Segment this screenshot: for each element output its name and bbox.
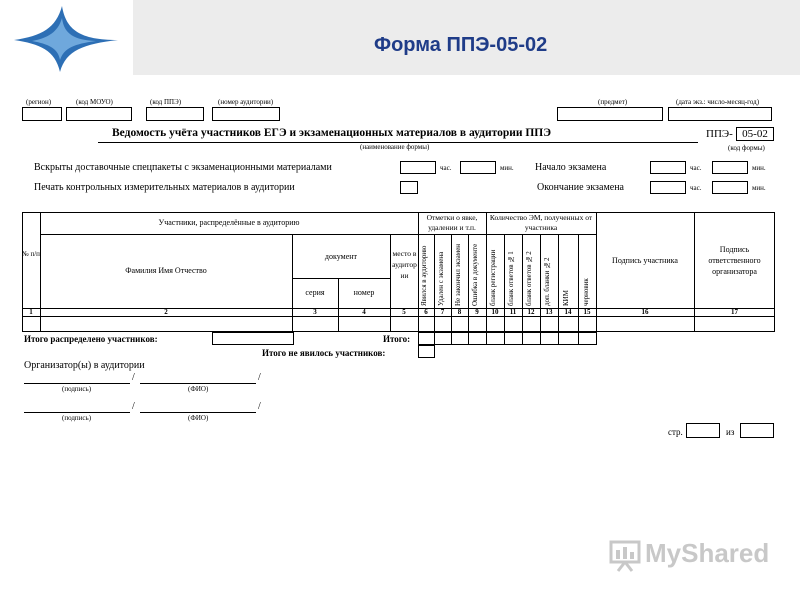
grid-line <box>468 234 469 332</box>
moyo-caption: (код МОУО) <box>76 98 113 106</box>
organizer2-fio-caption: (ФИО) <box>188 414 209 422</box>
organizer1-fio-caption: (ФИО) <box>188 385 209 393</box>
col-number: 8 <box>457 308 462 316</box>
organizer1-fio-line[interactable] <box>140 383 256 384</box>
total-cell[interactable] <box>418 332 435 345</box>
vertical-header: Ошибка в документе <box>471 243 479 306</box>
organizer1-slash1: / <box>132 372 135 383</box>
region-caption: (регион) <box>26 98 52 106</box>
vertical-header: Явился в аудиторию <box>420 245 428 306</box>
vertical-header: черновик <box>582 278 590 306</box>
start-minutes-unit: мин. <box>752 164 766 172</box>
organizer2-slash1: / <box>132 401 135 412</box>
col-number: 15 <box>583 308 591 316</box>
total-label: Итого: <box>383 334 411 344</box>
vertical-header: доп. бланки №2 <box>543 257 551 306</box>
organizer2-signature-line[interactable] <box>24 412 130 413</box>
total-distributed-field[interactable] <box>212 332 294 345</box>
grid-line <box>40 234 418 235</box>
logo <box>0 0 133 75</box>
total-cell[interactable] <box>504 332 523 345</box>
opened-hours-unit: час. <box>440 164 452 172</box>
presentation-icon <box>608 538 642 572</box>
form-code-prefix: ППЭ- <box>706 128 733 140</box>
col-number: 16 <box>641 308 649 316</box>
grid-line <box>451 234 452 332</box>
end-minutes-field[interactable] <box>712 181 748 194</box>
opened-minutes-field[interactable] <box>460 161 496 174</box>
vertical-header: бланк ответов №2 <box>525 251 533 306</box>
place-header: место в аудитории <box>392 249 417 280</box>
organizers-label: Организатор(ы) в аудитории <box>24 360 145 371</box>
col-number: 4 <box>362 308 366 316</box>
of-label: из <box>726 427 735 437</box>
vertical-header: Удален с экзамена <box>437 251 445 306</box>
subject-caption: (предмет) <box>598 98 628 106</box>
grid-line <box>22 316 775 317</box>
total-absent-label: Итого не явилось участников: <box>262 348 386 358</box>
col-number: 6 <box>424 308 428 316</box>
grid-line <box>434 234 435 332</box>
form-code-caption: (код формы) <box>728 144 765 152</box>
auditorium-caption: (номер аудитории) <box>218 98 274 106</box>
start-hours-field[interactable] <box>650 161 686 174</box>
vertical-header: Не закончил экзамен <box>454 243 462 306</box>
grid-line <box>578 234 579 332</box>
organizer2-signature-caption: (подпись) <box>62 414 92 422</box>
page-field[interactable] <box>686 423 720 438</box>
start-minutes-field[interactable] <box>712 161 748 174</box>
form-title: Ведомость учёта участников ЕГЭ и экзаменационных материалов в аудитории ППЭ <box>112 127 552 139</box>
ppe-field[interactable] <box>146 107 204 121</box>
vertical-header: КИМ <box>562 290 570 306</box>
total-cell[interactable] <box>451 332 469 345</box>
watermark-text: MyShared <box>645 538 770 568</box>
region-field[interactable] <box>22 107 62 121</box>
slide-title: Форма ППЭ-05-02 <box>374 34 548 56</box>
subject-field[interactable] <box>557 107 663 121</box>
ppe-caption: (код ППЭ) <box>150 98 182 106</box>
col-number: 17 <box>731 308 738 316</box>
form-code-box: 05-02 <box>736 127 774 141</box>
organizer1-signature-caption: (подпись) <box>62 385 92 393</box>
total-cell[interactable] <box>486 332 505 345</box>
col-number: 5 <box>402 308 406 316</box>
series-header: серия <box>305 288 325 297</box>
grid-line <box>292 278 390 279</box>
grid-line <box>338 278 339 332</box>
grid-line <box>522 234 523 332</box>
participants-header: Участники, распределённые в аудиторию <box>158 218 300 227</box>
form-name-caption: (наименование формы) <box>360 143 430 151</box>
fio-header: Фамилия Имя Отчество <box>125 266 207 275</box>
col-number: 14 <box>564 308 572 316</box>
auditorium-field[interactable] <box>212 107 280 121</box>
signature-participant-header: Подпись участника <box>612 256 678 265</box>
organizer2-fio-line[interactable] <box>140 412 256 413</box>
opened-hours-field[interactable] <box>400 161 436 174</box>
col-number: 7 <box>440 308 445 316</box>
total-distributed-label: Итого распределено участников: <box>24 334 158 344</box>
end-label: Окончание экзамена <box>537 182 624 193</box>
exam-date-field[interactable] <box>668 107 772 121</box>
col-number: 9 <box>475 308 479 316</box>
total-cell[interactable] <box>558 332 579 345</box>
total-cell[interactable] <box>468 332 487 345</box>
marks-header: Отметки о явке, удалении и т.п. <box>426 213 478 232</box>
end-minutes-unit: мин. <box>752 184 766 192</box>
em-header: Количество ЭМ, полученных от участника <box>489 213 593 232</box>
col-number: 11 <box>509 308 517 316</box>
col-number: 2 <box>164 308 168 316</box>
vertical-header: бланк ответов №1 <box>507 251 515 306</box>
start-hours-unit: час. <box>690 164 702 172</box>
start-label: Начало экзамена <box>535 162 607 173</box>
total-absent-field[interactable] <box>418 345 435 358</box>
opened-minutes-unit: мин. <box>500 164 514 172</box>
organizer2-slash2: / <box>258 401 261 412</box>
end-hours-field[interactable] <box>650 181 686 194</box>
grid-line <box>292 234 293 332</box>
number-header: номер <box>353 288 375 297</box>
col-number: 3 <box>313 308 317 316</box>
col-number: 12 <box>527 308 535 316</box>
printed-label: Печать контрольных измерительных материалов в аудитории <box>34 182 295 193</box>
vertical-header: бланк регистрации <box>489 249 497 306</box>
exam-date-caption: (дата экз.: число-месяц-год) <box>676 98 760 106</box>
organizer1-signature-line[interactable] <box>24 383 130 384</box>
grid-line <box>504 234 505 332</box>
col-number: 10 <box>491 308 499 316</box>
star-logo-icon <box>0 0 133 75</box>
num-header: № п/п <box>22 250 40 258</box>
total-cell[interactable] <box>578 332 597 345</box>
organizer1-slash2: / <box>258 372 261 383</box>
moyo-field[interactable] <box>66 107 132 121</box>
printed-checkbox[interactable] <box>400 181 418 194</box>
col-number: 1 <box>29 308 33 316</box>
total-cell[interactable] <box>522 332 541 345</box>
opened-label: Вскрыты доставочные спецпакеты с экзаменационными материалами <box>34 162 332 173</box>
document-header: документ <box>324 252 358 261</box>
total-cell[interactable] <box>434 332 452 345</box>
page-label: стр. <box>668 427 683 437</box>
grid-line <box>558 234 559 332</box>
total-cell[interactable] <box>540 332 559 345</box>
grid-line <box>418 234 596 235</box>
of-field[interactable] <box>740 423 774 438</box>
grid-line <box>540 234 541 332</box>
signature-organizer-header: Подпись ответственного организатора <box>708 245 761 276</box>
col-number: 13 <box>545 308 553 316</box>
end-hours-unit: час. <box>690 184 702 192</box>
